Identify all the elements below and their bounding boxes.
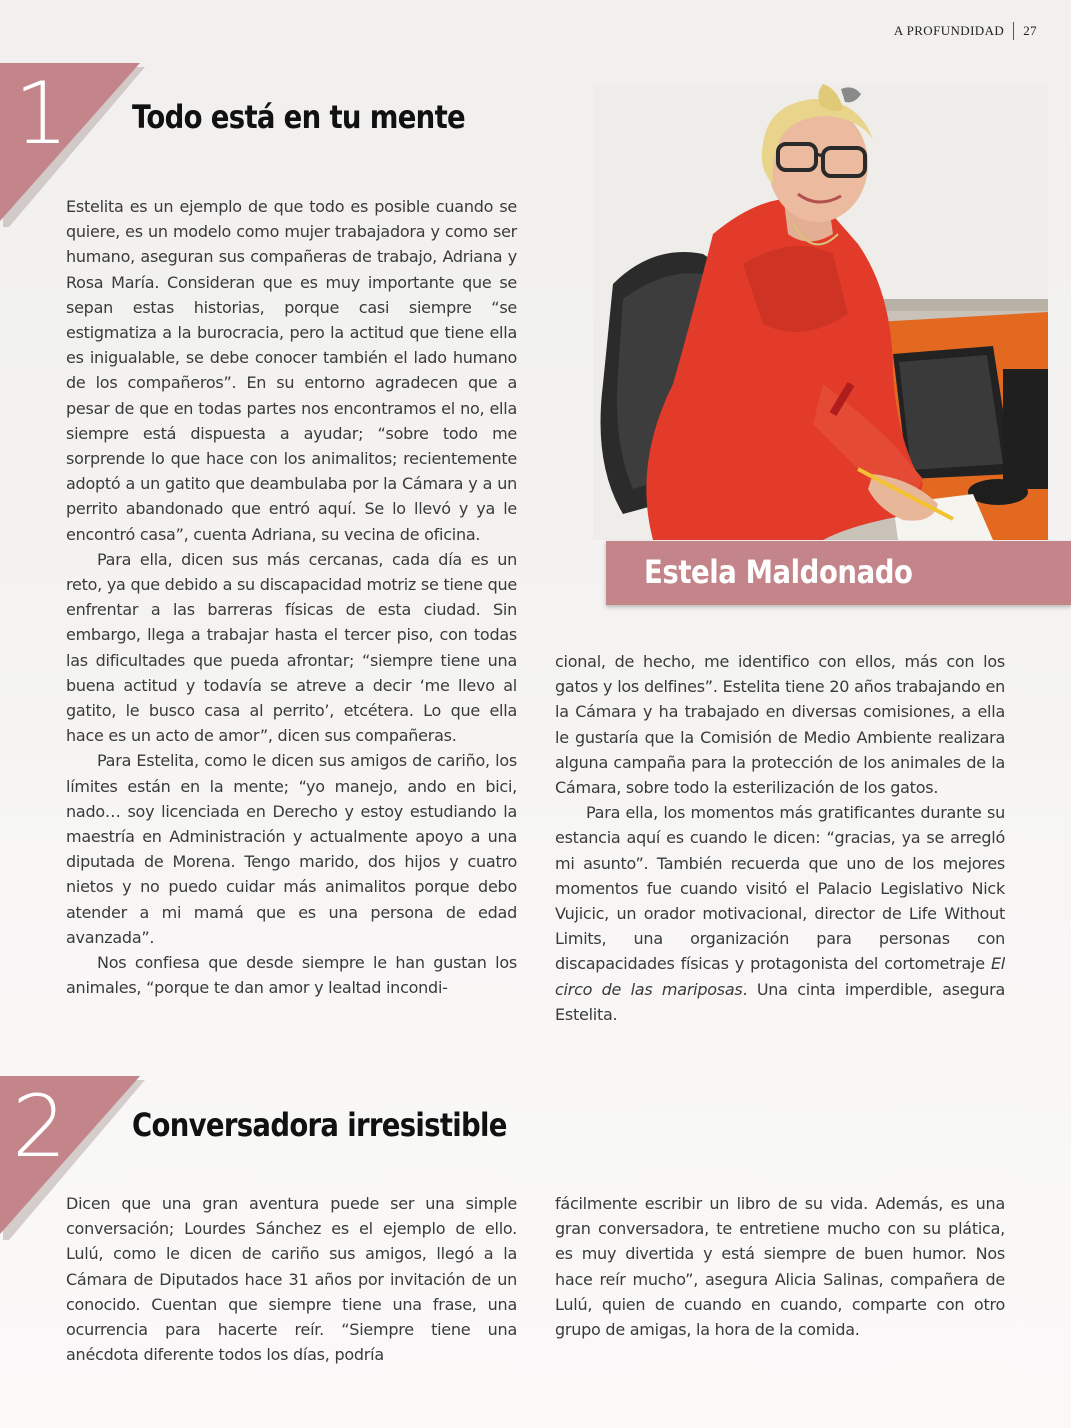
text-run: . Una cinta imperdible, asegura Estelita. bbox=[555, 979, 1005, 1024]
section-number: 1 bbox=[14, 64, 69, 164]
section-title: Todo está en tu mente bbox=[132, 98, 466, 136]
running-header bbox=[894, 22, 1037, 40]
paragraph: fácilmente escribir un libro de su vida. Además, es una gran conversadora, te entretiene mucho con su plática, es muy divertida y está siempre de buen humor. Nos hace reír mucho”, asegura Alicia Salinas, compañera de Lulú, quien de cuando en cuando, comparte con otro grupo de amigas, la hora de la comida. bbox=[555, 1194, 1005, 1340]
header-divider bbox=[1013, 22, 1014, 40]
paragraph: cional, de hecho, me identifico con ellos, más con los gatos y los delfines”. Estelita tiene 20 años trabajando en la Cámara y ha trabajado en diversas comisiones, a ella le gustaría que la Comisión de Medio Ambiente realizara alguna campaña para la protección de los animales de la Cámara, sobre todo la esterilización de los gatos. bbox=[555, 652, 1005, 798]
article-column-right bbox=[555, 1191, 1005, 1342]
paragraph: Nos confiesa que desde siempre le han gustan los animales, “porque te dan amor y lealtad incondi- bbox=[66, 953, 517, 998]
paragraph: Dicen que una gran aventura puede ser una simple conversación; Lourdes Sánchez es el ejemplo de ello. Lulú, como le dicen de cariño sus amigos, llegó a la Cámara de Diputados hace 31 años por invitación de un conocido. Cuentan que siempre tiene una frase, una ocurrencia para hacerte reír. “Siempre tiene una anécdota diferente todos los días, podría bbox=[66, 1194, 517, 1365]
article-column-right bbox=[555, 649, 1005, 1027]
section-title: Conversadora irresistible bbox=[132, 1106, 507, 1144]
film-title: El circo de las mariposas bbox=[555, 954, 1005, 999]
paragraph bbox=[555, 800, 1005, 1027]
paragraph: Para ella, dicen sus más cercanas, cada día es un reto, ya que debido a su discapacidad motriz se tiene que enfrentar a las barreras físicas de esta ciudad. Sin embargo, llega a trabajar hasta el tercer piso, con todas las dificultades que pueda afrontar; “siempre tiene una buena actitud y todavía se atreve a decir ‘me llevo al gatito, le busco casa al perrito’, etcétera. Lo que ella hace es un acto de amor”, dicen sus compañeras. bbox=[66, 549, 517, 746]
paragraph: Para Estelita, como le dicen sus amigos de cariño, los límites están en la mente; “yo manejo, ando en bici, nado… soy licenciada en Derecho y estoy estudiando la maestría en Administración y actualmente apoyo a una diputada de Morena. Tengo marido, dos hijos y cuatro nietos y no puedo cuidar más animalitos porque debo atender a mi mamá que es una persona de edad avanzada”. bbox=[66, 751, 517, 947]
section-number: 2 bbox=[12, 1077, 67, 1177]
photo-caption: Estela Maldonado bbox=[644, 553, 913, 591]
article-column-left bbox=[66, 194, 517, 1001]
photo-illustration bbox=[593, 84, 1048, 540]
photo-caption-bar bbox=[606, 541, 1071, 605]
text-run: Para ella, los momentos más gratificantes durante su estancia aquí es cuando le dicen: “gracias, ya se arregló mi asunto”. También recuerda que uno de los mejores momentos fue cuando visitó el Palacio Legislativo Nick Vujicic, un orador motivacional, director de Life Without Limits, una organización para personas con discapacidades físicas y protagonista del cortometraje bbox=[555, 803, 1005, 974]
portrait-photo bbox=[593, 84, 1048, 540]
page-number: 27 bbox=[1023, 23, 1037, 38]
article-column-left bbox=[66, 1191, 517, 1367]
section-label: A PROFUNDIDAD bbox=[893, 23, 1005, 38]
paragraph: Estelita es un ejemplo de que todo es posible cuando se quiere, es un modelo como mujer trabajadora y como ser humano, aseguran sus compañeras de trabajo, Adriana y Rosa María. Consideran que es muy importante que se sepan estas historias, porque casi siempre “se estigmatiza a la burocracia, pero la actitud que tiene ella es inigualable, se debe conocer también el lado humano de los compañeros”. En su entorno agradecen que a pesar de que en todas partes nos encontramos el no, ella siempre está dispuesta a ayudar; “sobre todo me sorprende lo que hace con los animalitos; recientemente adoptó a un gatito que deambulaba por la Cámara y a un perrito abandonado que entró aquí. Se lo llevó y ya le encontró casa”, cuenta Adriana, su vecina de oficina. bbox=[66, 197, 517, 544]
